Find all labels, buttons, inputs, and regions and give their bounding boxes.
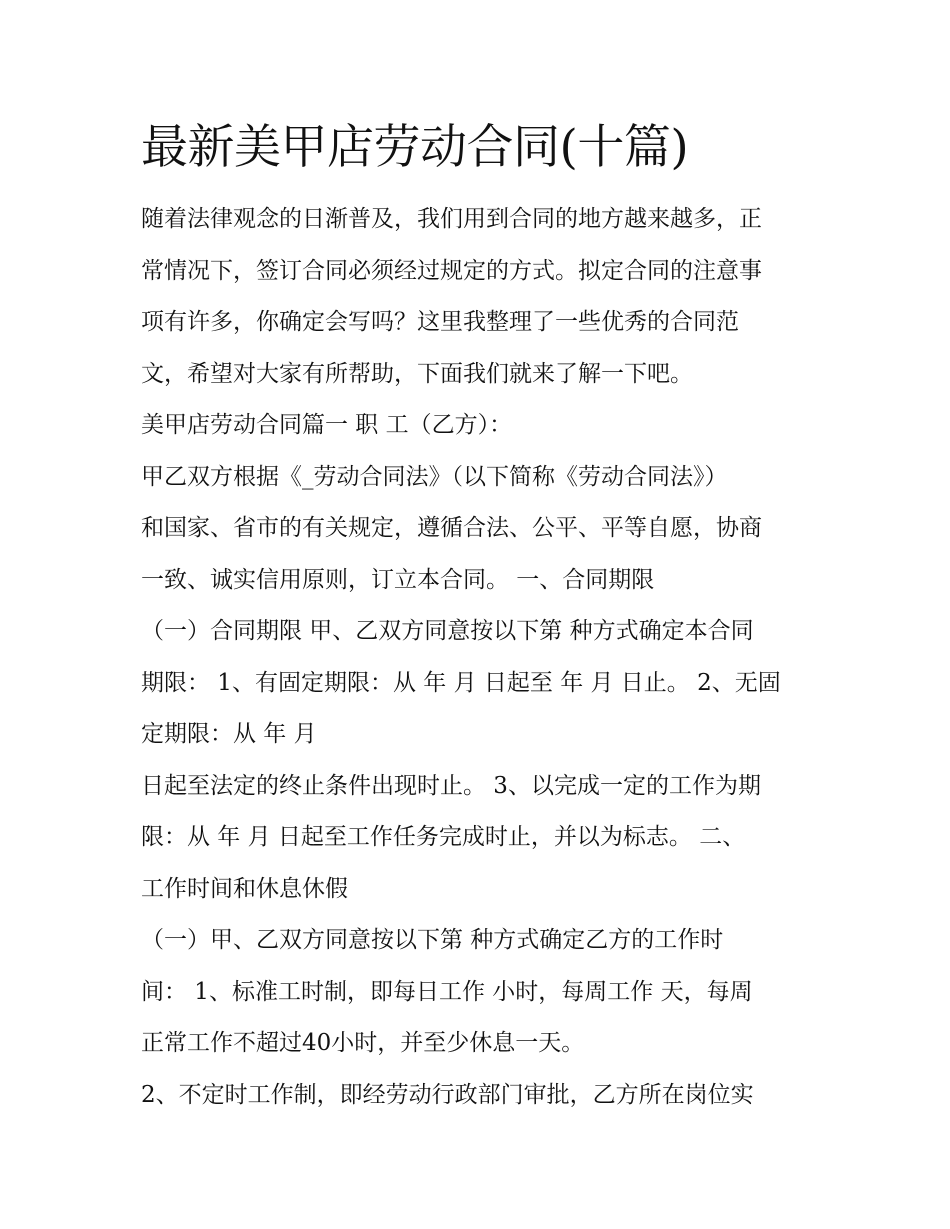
text-line: 工作时间和休息休假 xyxy=(141,875,348,902)
text-line: 限：从 年 月 日起至工作任务完成时止，并以为标志。 二、 xyxy=(141,824,746,850)
text-line: 甲乙双方根据《_劳动合同法》（以下简称《劳动合同法》） xyxy=(141,463,728,490)
text-line: 项有许多，你确定会写吗？这里我整理了一些优秀的合同范 xyxy=(141,309,739,335)
text-line: （一）合同期限 甲、乙双方同意按以下第 种方式确定本合同 xyxy=(141,618,754,644)
text-line: 和国家、省市的有关规定，遵循合法、公平、平等自愿，协商 xyxy=(141,515,762,541)
text-line: 文，希望对大家有所帮助，下面我们就来了解一下吧。 xyxy=(141,360,693,387)
text-line: 常情况下，签订合同必须经过规定的方式。拟定合同的注意事 xyxy=(141,257,762,284)
text-line: 正常工作不超过40小时，并至少休息一天。 xyxy=(141,1030,585,1056)
text-line: 期限： 1、有固定期限：从 年 月 日起至 年 月 日止。 2、无固 xyxy=(141,669,781,696)
section-heading-line: 美甲店劳动合同篇一 职 工（乙方）： xyxy=(141,412,513,438)
document-title: 最新美甲店劳动合同(十篇) xyxy=(141,120,689,175)
text-line: 随着法律观念的日渐普及，我们用到合同的地方越来越多，正 xyxy=(141,206,762,232)
document-body xyxy=(141,112,821,1121)
text-line: 2、不定时工作制，即经劳动行政部门审批，乙方所在岗位实 xyxy=(141,1081,754,1108)
text-line: （一）甲、乙双方同意按以下第 种方式确定乙方的工作时 xyxy=(141,927,724,953)
text-line: 间： 1、标准工时制，即每日工作 小时，每周工作 天，每周 xyxy=(141,978,753,1005)
text-line: 定期限：从 年 月 xyxy=(141,721,317,747)
text-line: 一致、诚实信用原则，订立本合同。 一、合同期限 xyxy=(141,566,655,593)
text-line: 日起至法定的终止条件出现时止。 3、以完成一定的工作为期 xyxy=(141,772,761,799)
